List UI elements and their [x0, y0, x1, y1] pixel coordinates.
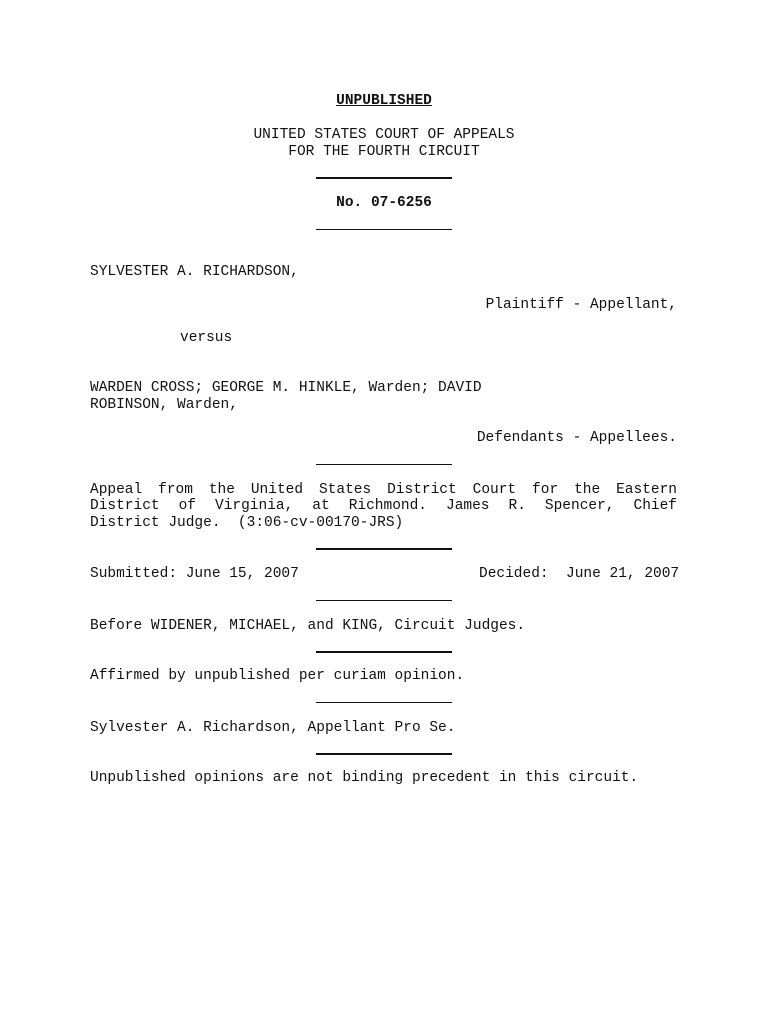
appeal-line2: District of Virginia, at Richmond. James R. Spencer, Chief	[90, 498, 677, 514]
divider-rule	[316, 651, 452, 653]
divider-rule	[316, 177, 452, 179]
defendants-names-line1: WARDEN CROSS; GEORGE M. HINKLE, Warden; DAVID	[90, 380, 482, 396]
court-name-line2: FOR THE FOURTH CIRCUIT	[288, 144, 480, 160]
appeal-line3: District Judge. (3:06-cv-00170-JRS)	[90, 515, 404, 531]
defendants-names-line2: ROBINSON, Warden,	[90, 397, 238, 413]
plaintiff-role: Plaintiff - Appellant,	[485, 297, 677, 313]
versus-label: versus	[180, 330, 233, 346]
submitted-date: Submitted: June 15, 2007	[90, 566, 299, 582]
appeal-line1: Appeal from the United States District Court for the Eastern	[90, 482, 677, 498]
divider-rule	[316, 600, 452, 601]
plaintiff-name: SYLVESTER A. RICHARDSON,	[90, 264, 299, 280]
divider-rule	[316, 229, 452, 230]
counsel: Sylvester A. Richardson, Appellant Pro Se.	[90, 720, 456, 736]
divider-rule	[316, 464, 452, 465]
defendants-role: Defendants - Appellees.	[476, 430, 677, 446]
divider-rule	[316, 753, 452, 755]
divider-rule	[316, 702, 452, 703]
decided-date: Decided: June 21, 2007	[479, 566, 680, 582]
court-name-line1: UNITED STATES COURT OF APPEALS	[253, 127, 515, 143]
publication-status: UNPUBLISHED	[336, 93, 432, 109]
divider-rule	[316, 548, 452, 550]
disposition: Affirmed by unpublished per curiam opinion.	[90, 668, 465, 684]
precedent-notice: Unpublished opinions are not binding precedent in this circuit.	[90, 770, 639, 786]
panel-judges: Before WIDENER, MICHAEL, and KING, Circuit Judges.	[90, 618, 526, 634]
case-number: No. 07-6256	[336, 195, 432, 211]
